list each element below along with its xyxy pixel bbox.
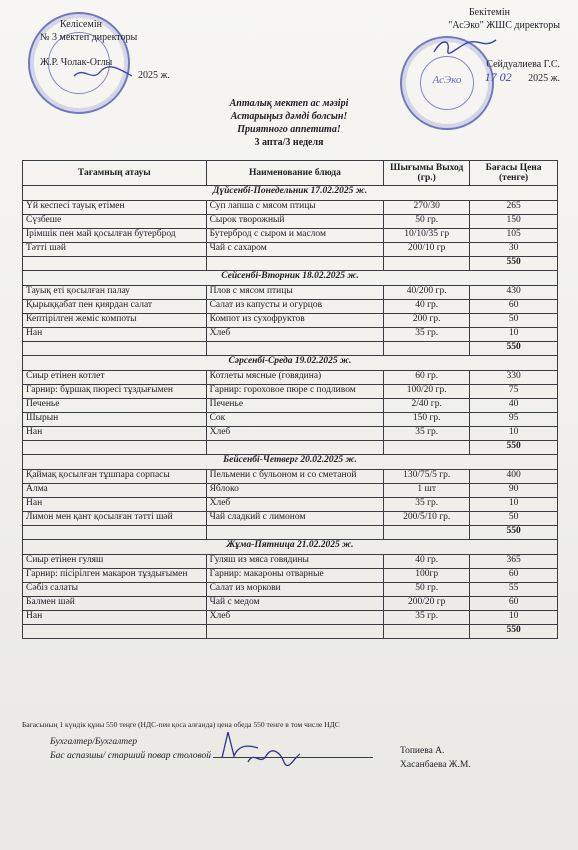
cook-signature [244, 748, 304, 768]
dish-name-ru: Печенье [206, 399, 384, 413]
day-total-row [23, 441, 558, 455]
dish-name-ru: Чай с сахаром [206, 243, 384, 257]
dish-price: 60 [470, 569, 558, 583]
dish-name-kz: Тәтті шәй [23, 243, 207, 257]
dish-portion: 270/30 [384, 201, 470, 215]
dish-portion: 100/20 гр. [384, 385, 470, 399]
total-empty-cell [23, 441, 207, 455]
director-signature [430, 34, 500, 58]
total-empty-cell [384, 441, 470, 455]
total-empty-cell [23, 257, 207, 271]
dish-name-ru: Хлеб [206, 427, 384, 441]
dish-price: 40 [470, 399, 558, 413]
approve-right-year: 2025 ж. [528, 73, 560, 84]
dish-price: 365 [470, 555, 558, 569]
dish-name-kz: Лимон мен қант қосылған тәтті шәй [23, 512, 207, 526]
day-total: 550 [470, 257, 558, 271]
table-row [23, 611, 558, 625]
accountant-label: Бухгалтер/Бухгалтер [50, 737, 138, 747]
total-empty-cell [206, 441, 384, 455]
dish-name-kz: Сәбіз салаты [23, 583, 207, 597]
dish-name-ru: Хлеб [206, 611, 384, 625]
table-row [23, 215, 558, 229]
dish-portion: 35 гр. [384, 328, 470, 342]
table-row [23, 555, 558, 569]
dish-name-kz: Ірімшік пен май қосылған бутерброд [23, 229, 207, 243]
day-label: Сейсенбі-Вторник 18.02.2025 ж. [23, 271, 558, 286]
title-ru-wish: Приятного аппетита! [237, 124, 341, 135]
dish-name-kz: Нан [23, 611, 207, 625]
table-row [23, 470, 558, 484]
day-total-row [23, 625, 558, 639]
table-row [23, 371, 558, 385]
dish-name-ru: Бутерброд с сыром и маслом [206, 229, 384, 243]
dish-name-ru: Чай с медом [206, 597, 384, 611]
dish-price: 10 [470, 427, 558, 441]
table-row [23, 484, 558, 498]
day-total: 550 [470, 441, 558, 455]
cook-name: Хасанбаева Ж.М. [400, 760, 471, 770]
table-header-row [23, 161, 558, 186]
approve-right-name: Сейдуалиева Г.С. [486, 59, 560, 70]
dish-portion: 200/10 гр [384, 243, 470, 257]
header-name-kz: Тағамның атауы [23, 161, 207, 186]
approve-right-heading: Бекітемін [468, 7, 510, 18]
dish-name-kz: Қаймақ қосылған тұшпара сорпасы [23, 470, 207, 484]
dish-name-ru: Салат из капусты и огурцов [206, 300, 384, 314]
dish-portion: 40 гр. [384, 300, 470, 314]
dish-name-ru: Салат из моркови [206, 583, 384, 597]
day-label: Дүйсенбі-Понедельник 17.02.2025 ж. [23, 186, 558, 201]
table-row [23, 243, 558, 257]
title-kz-wish: Астарыңыз дәмді болсын! [230, 111, 348, 122]
day-total: 550 [470, 526, 558, 540]
total-empty-cell [384, 342, 470, 356]
dish-name-ru: Сырок творожный [206, 215, 384, 229]
dish-name-kz: Шырын [23, 413, 207, 427]
dish-price: 95 [470, 413, 558, 427]
dish-name-ru: Гарнир: гороховое пюре с подливом [206, 385, 384, 399]
dish-name-ru: Суп лапша с мясом птицы [206, 201, 384, 215]
dish-price: 105 [470, 229, 558, 243]
dish-portion: 35 гр. [384, 427, 470, 441]
dish-price: 50 [470, 512, 558, 526]
header-name-ru: Наименование блюда [206, 161, 384, 186]
approve-right-date: 17 02 [484, 70, 512, 84]
dish-price: 30 [470, 243, 558, 257]
dish-portion: 1 шт [384, 484, 470, 498]
dish-portion: 200/20 гр [384, 597, 470, 611]
accountant-name: Топиева А. [400, 746, 445, 756]
total-empty-cell [384, 526, 470, 540]
dish-portion: 200 гр. [384, 314, 470, 328]
menu-title [0, 97, 578, 149]
table-row [23, 385, 558, 399]
dish-name-kz: Печенье [23, 399, 207, 413]
dish-price: 430 [470, 286, 558, 300]
school-director-signature [70, 64, 140, 84]
day-total: 550 [470, 625, 558, 639]
dish-portion: 40/200 гр. [384, 286, 470, 300]
dish-price: 55 [470, 583, 558, 597]
menu-table [22, 160, 558, 639]
price-footnote: Бағасының 1 күндік құны 550 теңге (НДС-пен қоса алғанда) цена обеда 550 тенге в том числе НДС [22, 720, 340, 729]
table-row [23, 399, 558, 413]
table-row [23, 328, 558, 342]
header-portion: Шығымы Выход (гр.) [384, 161, 470, 186]
dish-name-kz: Сүзбеше [23, 215, 207, 229]
dish-name-kz: Тауық еті қосылған палау [23, 286, 207, 300]
title-kz: Апталық мектеп ас мәзірі [229, 98, 349, 109]
dish-name-ru: Компот из сухофруктов [206, 314, 384, 328]
dish-price: 10 [470, 611, 558, 625]
table-row [23, 583, 558, 597]
approve-right-position: "АсЭко" ЖШС директоры [448, 20, 560, 31]
day-total-row [23, 257, 558, 271]
day-header-row [23, 540, 558, 555]
dish-price: 60 [470, 300, 558, 314]
dish-name-kz: Үй кеспесі тауық етімен [23, 201, 207, 215]
dish-name-kz: Балмен шәй [23, 597, 207, 611]
day-header-row [23, 455, 558, 470]
day-header-row [23, 186, 558, 201]
dish-price: 10 [470, 498, 558, 512]
day-total: 550 [470, 342, 558, 356]
dish-portion: 100гр [384, 569, 470, 583]
dish-name-ru: Гуляш из мяса говядины [206, 555, 384, 569]
total-empty-cell [384, 625, 470, 639]
total-empty-cell [23, 526, 207, 540]
dish-name-kz: Гарнир: бұршақ пюресі тұздығымен [23, 385, 207, 399]
approve-left-name: Ж.Р. Чолак-Оглы [40, 57, 113, 68]
dish-name-ru: Хлеб [206, 498, 384, 512]
dish-portion: 60 гр. [384, 371, 470, 385]
dish-price: 400 [470, 470, 558, 484]
dish-name-kz: Сиыр етінен гуляш [23, 555, 207, 569]
table-row [23, 597, 558, 611]
dish-portion: 130/75/5 гр. [384, 470, 470, 484]
dish-name-ru: Плов с мясом птицы [206, 286, 384, 300]
total-empty-cell [206, 526, 384, 540]
approve-left-position: № 3 мектеп директоры [40, 32, 138, 43]
total-empty-cell [23, 342, 207, 356]
dish-portion: 200/5/10 гр. [384, 512, 470, 526]
company-seal-logo: АсЭко [432, 74, 462, 86]
table-row [23, 427, 558, 441]
dish-name-kz: Сиыр етінен котлет [23, 371, 207, 385]
total-empty-cell [384, 257, 470, 271]
day-header-row [23, 271, 558, 286]
table-row [23, 512, 558, 526]
table-row [23, 300, 558, 314]
table-row [23, 229, 558, 243]
day-label: Сәрсенбі-Среда 19.02.2025 ж. [23, 356, 558, 371]
dish-name-ru: Гарнир: макароны отварные [206, 569, 384, 583]
dish-name-ru: Хлеб [206, 328, 384, 342]
dish-name-kz: Кептірілген жеміс компоты [23, 314, 207, 328]
dish-portion: 150 гр. [384, 413, 470, 427]
total-empty-cell [206, 257, 384, 271]
total-empty-cell [206, 342, 384, 356]
approve-left-year: 2025 ж. [138, 70, 170, 81]
approve-left-heading: Келісемін [60, 19, 102, 30]
dish-name-kz: Нан [23, 427, 207, 441]
dish-name-ru: Котлеты мясные (говядина) [206, 371, 384, 385]
dish-price: 10 [470, 328, 558, 342]
dish-name-ru: Чай сладкий с лимоном [206, 512, 384, 526]
total-empty-cell [206, 625, 384, 639]
dish-name-kz: Гарнир: пісірілген макарон тұздығымен [23, 569, 207, 583]
header-price: Бағасы Цена (тенге) [470, 161, 558, 186]
dish-portion: 50 гр. [384, 583, 470, 597]
dish-price: 90 [470, 484, 558, 498]
table-row [23, 314, 558, 328]
dish-name-ru: Сок [206, 413, 384, 427]
dish-portion: 10/10/35 гр [384, 229, 470, 243]
dish-name-kz: Нан [23, 328, 207, 342]
dish-name-ru: Яблоко [206, 484, 384, 498]
dish-portion: 40 гр. [384, 555, 470, 569]
dish-name-kz: Қырыққабат пен қиярдан салат [23, 300, 207, 314]
table-row [23, 413, 558, 427]
day-label: Жұма-Пятница 21.02.2025 ж. [23, 540, 558, 555]
dish-price: 60 [470, 597, 558, 611]
dish-price: 265 [470, 201, 558, 215]
title-week: 3 апта/3 неделя [254, 137, 324, 148]
dish-price: 150 [470, 215, 558, 229]
dish-price: 330 [470, 371, 558, 385]
dish-portion: 35 гр. [384, 611, 470, 625]
dish-price: 75 [470, 385, 558, 399]
dish-portion: 2/40 гр. [384, 399, 470, 413]
day-header-row [23, 356, 558, 371]
table-row [23, 201, 558, 215]
menu-table-body [23, 186, 558, 639]
dish-portion: 35 гр. [384, 498, 470, 512]
table-row [23, 286, 558, 300]
dish-name-kz: Нан [23, 498, 207, 512]
table-row [23, 569, 558, 583]
dish-name-kz: Алма [23, 484, 207, 498]
dish-name-ru: Пельмени с бульоном и со сметаной [206, 470, 384, 484]
table-row [23, 498, 558, 512]
cook-label: Бас аспазшы/ старший повар столовой [50, 751, 212, 761]
dish-price: 50 [470, 314, 558, 328]
total-empty-cell [23, 625, 207, 639]
day-label: Бейсенбі-Четверг 20.02.2025 ж. [23, 455, 558, 470]
day-total-row [23, 342, 558, 356]
day-total-row [23, 526, 558, 540]
dish-portion: 50 гр. [384, 215, 470, 229]
